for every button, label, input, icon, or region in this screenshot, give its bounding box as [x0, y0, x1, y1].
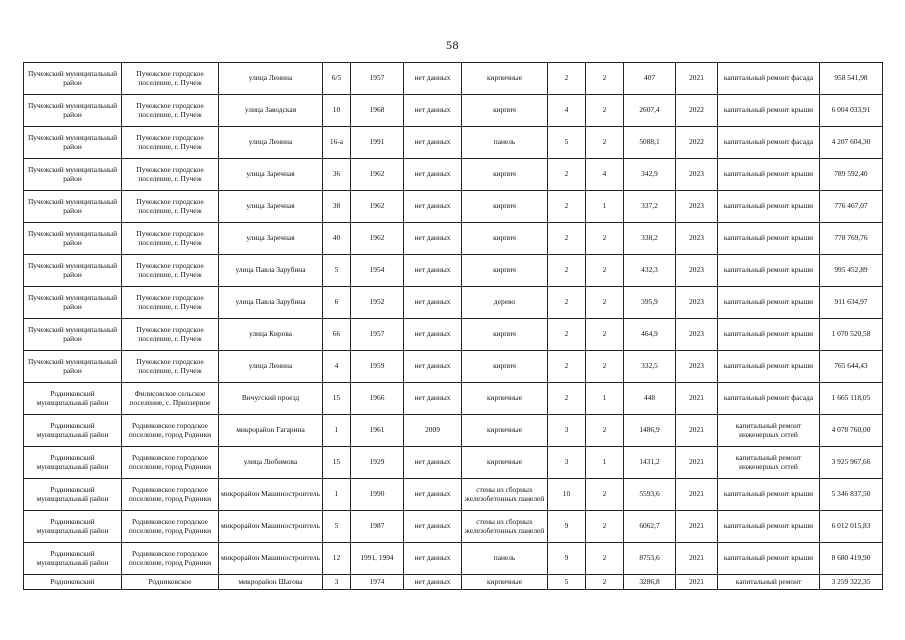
cell-district: Пучежский муниципальный район [24, 127, 122, 159]
cell-floors: 3 [548, 447, 586, 479]
cell-build-year: 1962 [351, 223, 404, 255]
cell-area: 1431,2 [624, 447, 676, 479]
cell-wall-material: стены из сборных железобетонных панелей [462, 479, 548, 511]
cell-repair-year: 2021 [676, 415, 718, 447]
cell-build-year: 1961 [351, 415, 404, 447]
cell-house-number: 66 [323, 319, 351, 351]
cell-repair-year: 2022 [676, 95, 718, 127]
cell-cost: 6 004 033,91 [820, 95, 883, 127]
cell-cost: 4 078 760,00 [820, 415, 883, 447]
cell-district: Родниковский муниципальный район [24, 447, 122, 479]
cell-district: Пучежский муниципальный район [24, 159, 122, 191]
cell-district: Пучежский муниципальный район [24, 223, 122, 255]
cell-floors: 2 [548, 191, 586, 223]
cell-entrances: 2 [586, 319, 624, 351]
table-row [24, 223, 883, 255]
cell-settlement: Родниковское городское поселение, город Родники [122, 511, 219, 543]
cell-settlement: Пучежское городское поселение, г. Пучеж [122, 319, 219, 351]
cell-street: улица Любимова [219, 447, 323, 479]
cell-wall-material: кирпичные [462, 575, 548, 590]
cell-work-type: капитальный ремонт крыши [718, 159, 820, 191]
cell-floors: 9 [548, 543, 586, 575]
cell-house-number: 15 [323, 447, 351, 479]
cell-wall-material: кирпичные [462, 63, 548, 95]
cell-entrances: 2 [586, 287, 624, 319]
cell-cost: 995 452,89 [820, 255, 883, 287]
cell-entrances: 2 [586, 255, 624, 287]
cell-repair-year: 2023 [676, 351, 718, 383]
cell-settlement: Пучежское городское поселение, г. Пучеж [122, 255, 219, 287]
table-row [24, 127, 883, 159]
cell-settlement: Пучежское городское поселение, г. Пучеж [122, 159, 219, 191]
cell-settlement: Родниковское [122, 575, 219, 590]
cell-repair-year: 2022 [676, 127, 718, 159]
cell-area: 1486,9 [624, 415, 676, 447]
table-row [24, 351, 883, 383]
cell-reconstruction-year: нет данных [404, 255, 462, 287]
cell-work-type: капитальный ремонт фасада [718, 63, 820, 95]
cell-area: 5593,6 [624, 479, 676, 511]
cell-street: улица Ленина [219, 63, 323, 95]
cell-build-year: 1974 [351, 575, 404, 590]
cell-district: Родниковский муниципальный район [24, 543, 122, 575]
cell-district: Пучежский муниципальный район [24, 191, 122, 223]
cell-street: Вичугский проезд [219, 383, 323, 415]
cell-street: улица Заречная [219, 223, 323, 255]
cell-entrances: 2 [586, 543, 624, 575]
cell-wall-material: кирпич [462, 255, 548, 287]
cell-repair-year: 2021 [676, 543, 718, 575]
cell-settlement: Пучежское городское поселение, г. Пучеж [122, 191, 219, 223]
cell-street: улица Павла Зарубина [219, 287, 323, 319]
cell-wall-material: кирпичные [462, 383, 548, 415]
cell-area: 342,9 [624, 159, 676, 191]
cell-build-year: 1957 [351, 319, 404, 351]
cell-entrances: 4 [586, 159, 624, 191]
cell-street: улица Заводская [219, 95, 323, 127]
cell-district: Пучежский муниципальный район [24, 255, 122, 287]
cell-cost: 3 925 967,66 [820, 447, 883, 479]
cell-area: 3286,8 [624, 575, 676, 590]
cell-area: 395,9 [624, 287, 676, 319]
table-row [24, 319, 883, 351]
table-row [24, 63, 883, 95]
cell-floors: 2 [548, 159, 586, 191]
cell-reconstruction-year: нет данных [404, 479, 462, 511]
cell-settlement: Пучежское городское поселение, г. Пучеж [122, 63, 219, 95]
cell-area: 5088,1 [624, 127, 676, 159]
cell-district: Пучежский муниципальный район [24, 287, 122, 319]
cell-entrances: 2 [586, 479, 624, 511]
cell-build-year: 1990 [351, 479, 404, 511]
cell-reconstruction-year: нет данных [404, 191, 462, 223]
cell-work-type: капитальный ремонт [718, 575, 820, 590]
table-row [24, 287, 883, 319]
cell-cost: 778 769,76 [820, 223, 883, 255]
cell-reconstruction-year: нет данных [404, 575, 462, 590]
cell-area: 6062,7 [624, 511, 676, 543]
cell-reconstruction-year: нет данных [404, 95, 462, 127]
cell-work-type: капитальный ремонт крыши [718, 95, 820, 127]
page-number: 58 [446, 38, 459, 52]
cell-repair-year: 2021 [676, 511, 718, 543]
table-row [24, 479, 883, 511]
cell-street: улица Павла Зарубина [219, 255, 323, 287]
cell-wall-material: стены из сборных железобетонных панелей [462, 511, 548, 543]
cell-street: улица Заречная [219, 159, 323, 191]
cell-repair-year: 2023 [676, 191, 718, 223]
cell-repair-year: 2021 [676, 447, 718, 479]
cell-cost: 911 634,97 [820, 287, 883, 319]
table-row [24, 511, 883, 543]
cell-entrances: 2 [586, 63, 624, 95]
cell-cost: 958 541,98 [820, 63, 883, 95]
cell-build-year: 1966 [351, 383, 404, 415]
cell-floors: 2 [548, 63, 586, 95]
cell-reconstruction-year: нет данных [404, 319, 462, 351]
table-row [24, 159, 883, 191]
cell-house-number: 15 [323, 383, 351, 415]
cell-cost: 789 592,40 [820, 159, 883, 191]
cell-reconstruction-year: нет данных [404, 447, 462, 479]
table-row [24, 543, 883, 575]
cell-cost: 5 346 837,50 [820, 479, 883, 511]
cell-floors: 2 [548, 351, 586, 383]
cell-house-number: 40 [323, 223, 351, 255]
cell-district: Пучежский муниципальный район [24, 319, 122, 351]
cell-house-number: 16-а [323, 127, 351, 159]
table-row [24, 447, 883, 479]
cell-reconstruction-year: нет данных [404, 351, 462, 383]
cell-settlement: Пучежское городское поселение, г. Пучеж [122, 287, 219, 319]
cell-entrances: 2 [586, 575, 624, 590]
cell-entrances: 2 [586, 95, 624, 127]
cell-street: микрорайон Машиностроитель [219, 511, 323, 543]
cell-entrances: 2 [586, 415, 624, 447]
cell-street: микрорайон Шагова [219, 575, 323, 590]
cell-street: улица Заречная [219, 191, 323, 223]
cell-street: микрорайон Машиностроитель [219, 479, 323, 511]
cell-build-year: 1991 [351, 127, 404, 159]
cell-repair-year: 2023 [676, 159, 718, 191]
cell-floors: 5 [548, 127, 586, 159]
cell-cost: 4 207 604,30 [820, 127, 883, 159]
cell-area: 338,2 [624, 223, 676, 255]
table-row [24, 191, 883, 223]
cell-house-number: 1 [323, 479, 351, 511]
cell-build-year: 1954 [351, 255, 404, 287]
cell-floors: 2 [548, 383, 586, 415]
cell-floors: 4 [548, 95, 586, 127]
table-row [24, 95, 883, 127]
cell-wall-material: кирпичные [462, 415, 548, 447]
cell-build-year: 1987 [351, 511, 404, 543]
cell-repair-year: 2023 [676, 223, 718, 255]
cell-floors: 2 [548, 223, 586, 255]
cell-work-type: капитальный ремонт крыши [718, 511, 820, 543]
cell-wall-material: панель [462, 127, 548, 159]
cell-work-type: капитальный ремонт крыши [718, 543, 820, 575]
cell-build-year: 1962 [351, 191, 404, 223]
cell-area: 464,9 [624, 319, 676, 351]
cell-work-type: капитальный ремонт крыши [718, 255, 820, 287]
cell-wall-material: кирпич [462, 191, 548, 223]
cell-house-number: 5 [323, 255, 351, 287]
cell-house-number: 10 [323, 95, 351, 127]
cell-work-type: капитальный ремонт крыши [718, 351, 820, 383]
cell-settlement: Пучежское городское поселение, г. Пучеж [122, 127, 219, 159]
cell-floors: 2 [548, 255, 586, 287]
table-row [24, 415, 883, 447]
cell-cost: 6 012 015,83 [820, 511, 883, 543]
cell-reconstruction-year: 2009 [404, 415, 462, 447]
cell-cost: 3 259 322,35 [820, 575, 883, 590]
cell-floors: 3 [548, 415, 586, 447]
cell-settlement: Филисовское сельское поселение, с. Приозерное [122, 383, 219, 415]
cell-street: улица Ленина [219, 127, 323, 159]
cell-reconstruction-year: нет данных [404, 383, 462, 415]
cell-district: Родниковский муниципальный район [24, 415, 122, 447]
cell-reconstruction-year: нет данных [404, 543, 462, 575]
cell-floors: 2 [548, 319, 586, 351]
cell-build-year: 1952 [351, 287, 404, 319]
table-row [24, 255, 883, 287]
table-row [24, 383, 883, 415]
cell-build-year: 1991, 1994 [351, 543, 404, 575]
cell-reconstruction-year: нет данных [404, 159, 462, 191]
cell-district: Родниковский муниципальный район [24, 511, 122, 543]
cell-reconstruction-year: нет данных [404, 63, 462, 95]
cell-work-type: капитальный ремонт крыши [718, 479, 820, 511]
cell-street: микрорайон Гагарина [219, 415, 323, 447]
cell-reconstruction-year: нет данных [404, 511, 462, 543]
cell-settlement: Родниковское городское поселение, город Родники [122, 479, 219, 511]
cell-reconstruction-year: нет данных [404, 287, 462, 319]
cell-cost: 776 467,07 [820, 191, 883, 223]
cell-entrances: 2 [586, 223, 624, 255]
cell-wall-material: кирпич [462, 95, 548, 127]
cell-house-number: 5 [323, 511, 351, 543]
cell-work-type: капитальный ремонт крыши [718, 287, 820, 319]
cell-house-number: 12 [323, 543, 351, 575]
cell-repair-year: 2023 [676, 255, 718, 287]
cell-area: 407 [624, 63, 676, 95]
cell-house-number: 38 [323, 191, 351, 223]
cell-settlement: Родниковское городское поселение, город Родники [122, 415, 219, 447]
cell-work-type: капитальный ремонт крыши [718, 191, 820, 223]
cell-work-type: капитальный ремонт фасада [718, 127, 820, 159]
cell-repair-year: 2023 [676, 287, 718, 319]
cell-floors: 10 [548, 479, 586, 511]
cell-area: 332,5 [624, 351, 676, 383]
cell-entrances: 2 [586, 127, 624, 159]
cell-floors: 9 [548, 511, 586, 543]
cell-district: Родниковский муниципальный район [24, 383, 122, 415]
cell-floors: 5 [548, 575, 586, 590]
cell-repair-year: 2021 [676, 479, 718, 511]
cell-work-type: капитальный ремонт фасада [718, 383, 820, 415]
cell-repair-year: 2021 [676, 575, 718, 590]
cell-build-year: 1957 [351, 63, 404, 95]
cell-house-number: 6/5 [323, 63, 351, 95]
cell-area: 448 [624, 383, 676, 415]
cell-build-year: 1968 [351, 95, 404, 127]
cell-build-year: 1959 [351, 351, 404, 383]
cell-cost: 8 680 419,90 [820, 543, 883, 575]
cell-entrances: 2 [586, 511, 624, 543]
housing-repair-table [23, 62, 883, 590]
cell-house-number: 6 [323, 287, 351, 319]
cell-floors: 2 [548, 287, 586, 319]
cell-house-number: 3 [323, 575, 351, 590]
cell-work-type: капитальный ремонт инженерных сетей [718, 415, 820, 447]
cell-cost: 765 644,43 [820, 351, 883, 383]
cell-repair-year: 2023 [676, 319, 718, 351]
cell-area: 2607,4 [624, 95, 676, 127]
cell-entrances: 1 [586, 191, 624, 223]
cell-build-year: 1929 [351, 447, 404, 479]
cell-wall-material: кирпич [462, 223, 548, 255]
cell-wall-material: кирпич [462, 351, 548, 383]
table-row [24, 575, 883, 590]
cell-wall-material: кирпич [462, 319, 548, 351]
cell-settlement: Родниковское городское поселение, город Родники [122, 543, 219, 575]
cell-wall-material: панель [462, 543, 548, 575]
cell-district: Родниковский муниципальный район [24, 479, 122, 511]
cell-entrances: 1 [586, 383, 624, 415]
cell-entrances: 1 [586, 447, 624, 479]
cell-area: 432,3 [624, 255, 676, 287]
cell-settlement: Пучежское городское поселение, г. Пучеж [122, 223, 219, 255]
cell-house-number: 4 [323, 351, 351, 383]
cell-settlement: Пучежское городское поселение, г. Пучеж [122, 351, 219, 383]
cell-cost: 1 665 118,05 [820, 383, 883, 415]
cell-reconstruction-year: нет данных [404, 223, 462, 255]
cell-work-type: капитальный ремонт крыши [718, 319, 820, 351]
cell-repair-year: 2021 [676, 383, 718, 415]
cell-settlement: Пучежское городское поселение, г. Пучеж [122, 95, 219, 127]
cell-area: 337,2 [624, 191, 676, 223]
cell-entrances: 2 [586, 351, 624, 383]
cell-wall-material: дерево [462, 287, 548, 319]
cell-work-type: капитальный ремонт крыши [718, 223, 820, 255]
cell-area: 8753,6 [624, 543, 676, 575]
cell-district: Пучежский муниципальный район [24, 95, 122, 127]
cell-street: микрорайон Машиностроитель [219, 543, 323, 575]
cell-repair-year: 2021 [676, 63, 718, 95]
cell-wall-material: кирпич [462, 159, 548, 191]
cell-settlement: Родниковское городское поселение, город Родники [122, 447, 219, 479]
cell-house-number: 1 [323, 415, 351, 447]
cell-cost: 1 070 520,58 [820, 319, 883, 351]
cell-district: Пучежский муниципальный район [24, 351, 122, 383]
cell-street: улица Кирова [219, 319, 323, 351]
cell-district: Пучежский муниципальный район [24, 63, 122, 95]
cell-build-year: 1962 [351, 159, 404, 191]
cell-reconstruction-year: нет данных [404, 127, 462, 159]
cell-house-number: 36 [323, 159, 351, 191]
cell-work-type: капитальный ремонт инженерных сетей [718, 447, 820, 479]
cell-wall-material: кирпичные [462, 447, 548, 479]
cell-street: улица Ленина [219, 351, 323, 383]
cell-district: Родниковский [24, 575, 122, 590]
